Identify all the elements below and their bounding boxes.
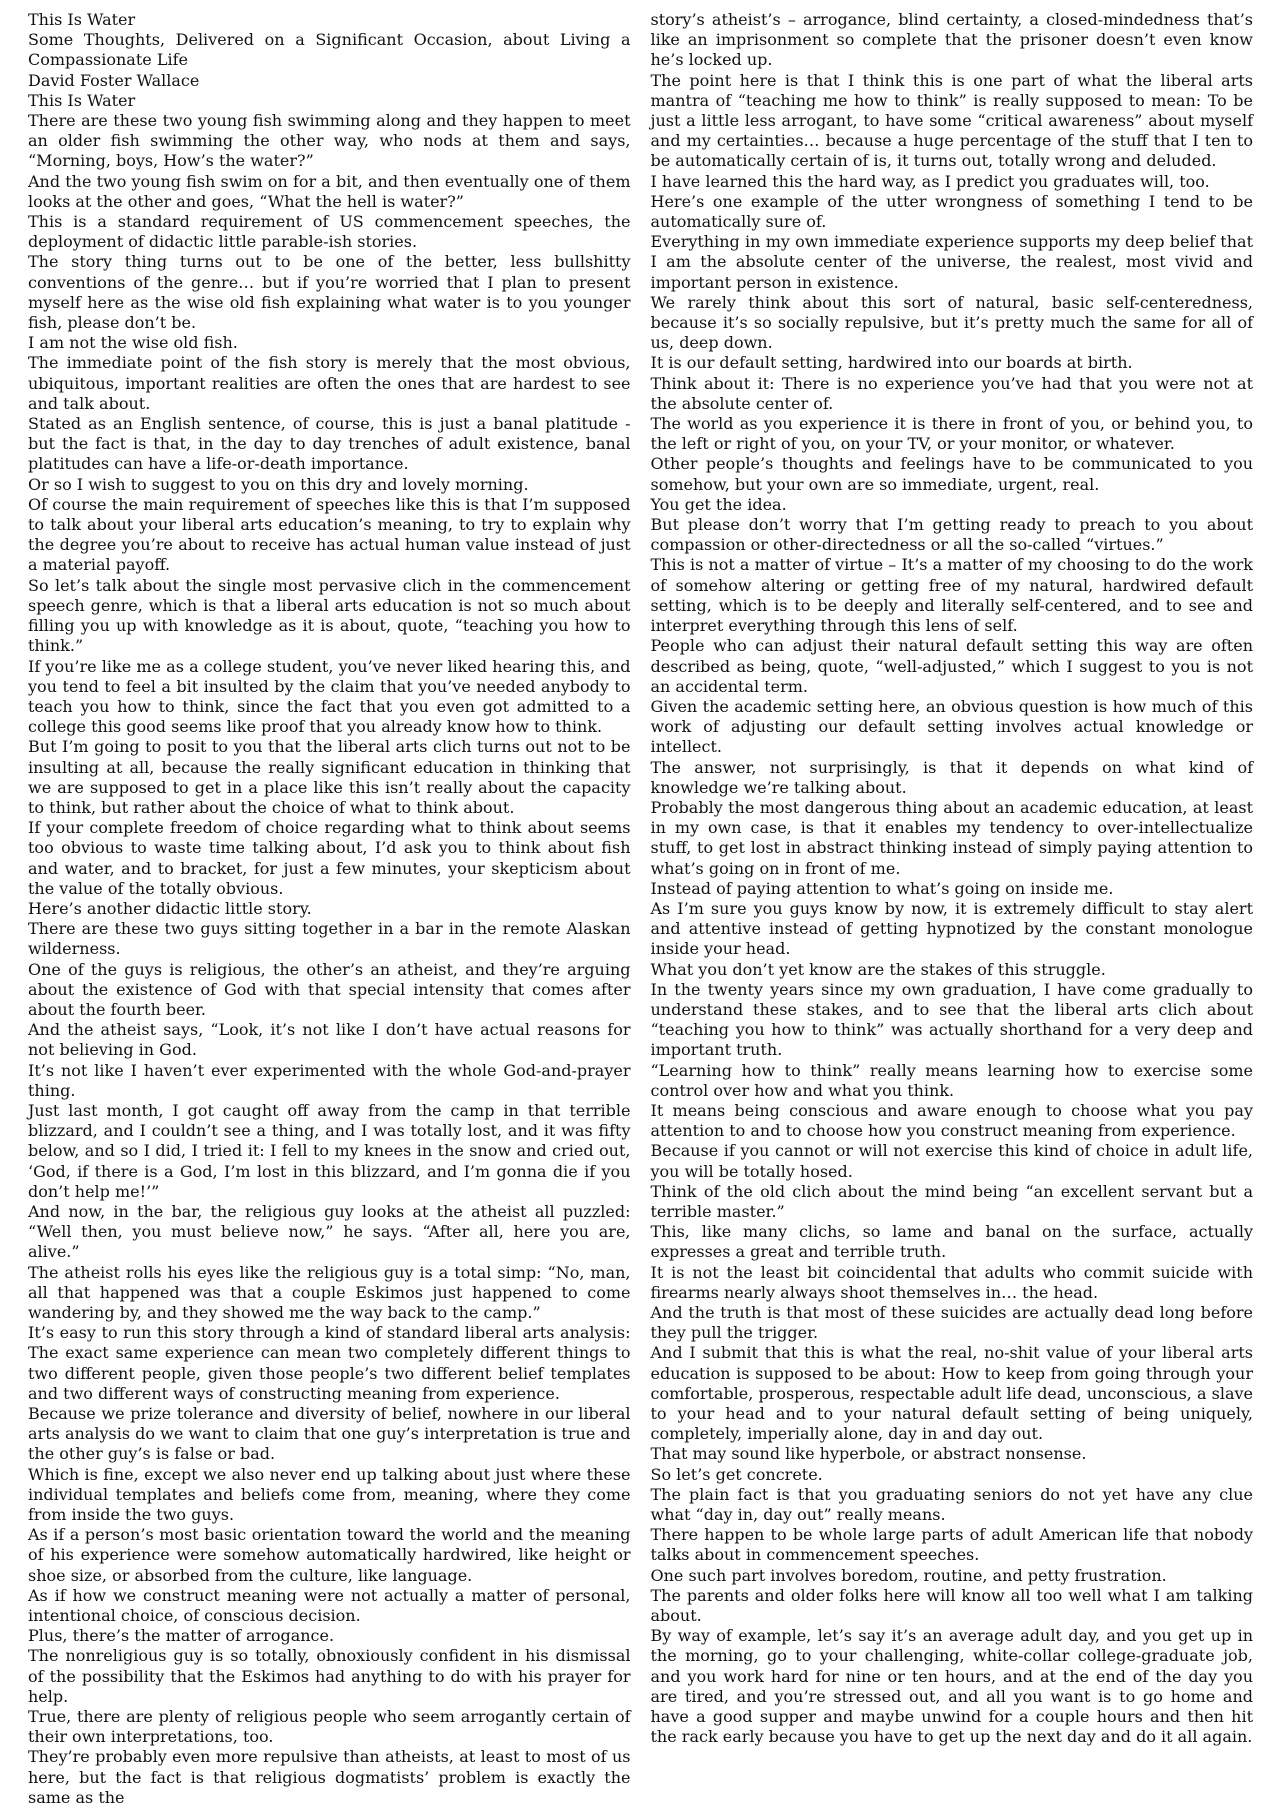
paragraph: There are these two guys sitting together in a bar in the remote Alaskan wilderness. [28,919,631,959]
paragraph: But please don’t worry that I’m getting ready to preach to you about compassion or other-directedness or all the so-called “virtues.” [650,515,1253,555]
paragraph: And the atheist says, “Look, it’s not like I don’t have actual reasons for not believing in God. [28,1020,631,1060]
paragraph: As if a person’s most basic orientation toward the world and the meaning of his experience were somehow automatically hardwired, like height or shoe size, or absorbed from the culture, like language. [28,1525,631,1585]
right-column [650,10,1254,1747]
paragraph: You get the idea. [650,494,787,514]
paragraph: Other people’s thoughts and feelings have to be communicated to you somehow, but your own are so immediate, urgent, real. [650,454,1253,494]
left-column [28,10,631,1807]
paragraph: “Learning how to think” really means learning how to exercise some control over how and what you think. [650,1060,1253,1100]
paragraph: The answer, not surprisingly, is that it depends on what kind of knowledge we’re talking about. [650,757,1253,797]
paragraph: Everything in my own immediate experience supports my deep belief that I am the absolute center of the universe, the realest, most vivid and important person in existence. [650,232,1253,292]
paragraph: True, there are plenty of religious people who seem arrogantly certain of their own interpretations, too. [28,1707,631,1747]
paragraph: As if how we construct meaning were not actually a matter of personal, intentional choice, of conscious decision. [28,1585,631,1626]
paragraph: There happen to be whole large parts of adult American life that nobody talks about in commencement speeches. [650,1525,1253,1565]
paragraph: The parents and older folks here will know all too well what I am talking about. [650,1585,1253,1626]
paragraph: Of course the main requirement of speeches like this is that I’m supposed to talk about your liberal arts education’s meaning, to try to explain why the degree you’re about to receive has actual human value instead of just a material payoff. [28,494,631,575]
paragraph: And I submit that this is what the real, no-shit value of your liberal arts education is supposed to be about: How to keep from going through your comfortable, prosperous, respectable adult life dead, unconscious, a slave to your head and to your natural default setting of being uniquely, completely, imperially alone, day in and day out. [650,1343,1253,1444]
paragraph: This Is Water [28,90,136,110]
paragraph: This Is Water [28,10,136,29]
paragraph: I have learned this the hard way, as I predict you graduates will, too. [650,171,1210,191]
paragraph: Instead of paying attention to what’s going on inside me. [650,878,1114,898]
paragraph: It’s not like I haven’t ever experimented with the whole God-and-prayer thing. [28,1060,631,1100]
paragraph: This, like many clichs, so lame and banal on the surface, actually expresses a great and terrible truth. [650,1222,1253,1262]
paragraph: Here’s another didactic little story. [28,898,312,918]
paragraph: By way of example, let’s say it’s an average adult day, and you get up in the morning, go to your challenging, white-collar college-graduate job, and you work hard for nine or ten hours, and at the end of the day you are tired, and you’re stressed out, and all you want is to go home and have a good supper and maybe unwind for a couple hours and then hit the rack early because you have to get up the next day and do it all again. [650,1626,1253,1747]
paragraph: Because if you cannot or will not exercise this kind of choice in adult life, you will be totally hosed. [650,1141,1253,1181]
paragraph: And the two young fish swim on for a bit, and then eventually one of them looks at the other and goes, “What the hell is water?” [28,171,631,211]
paragraph: Because we prize tolerance and diversity of belief, nowhere in our liberal arts analysis do we want to claim that one guy’s interpretation is true and the other guy’s is false or bad. [28,1404,631,1464]
paragraph: What you don’t yet know are the stakes of this struggle. [650,959,1106,979]
paragraph: The immediate point of the fish story is merely that the most obvious, ubiquitous, important realities are often the ones that are hardest to see and talk about. [28,353,631,413]
paragraph: And the truth is that most of these suicides are actually dead long before they pull the trigger. [650,1303,1253,1343]
paragraph: So let’s get concrete. [650,1464,823,1484]
paragraph: story’s atheist’s – arrogance, blind certainty, a closed-mindedness that’s like an imprisonment so complete that the prisoner doesn’t even know he’s locked up. [650,10,1253,70]
paragraph: It means being conscious and aware enough to choose what you pay attention to and to choose how you construct meaning from experience. [650,1100,1253,1141]
paragraph: If you’re like me as a college student, you’ve never liked hearing this, and you tend to feel a bit insulted by the claim that you’ve needed anybody to teach you how to think, since the fact that you even got admitted to a college this good seems like proof that you already know how to think. [28,656,631,737]
paragraph: The story thing turns out to be one of the better, less bullshitty conventions of the genre… but if you’re worried that I plan to present myself here as the wise old fish explaining what water is to you younger fish, please don’t be. [28,252,631,333]
paragraph: David Foster Wallace [28,70,200,90]
paragraph: Think about it: There is no experience you’ve had that you were not at the absolute center of. [650,373,1253,413]
paragraph: We rarely think about this sort of natural, basic self-centeredness, because it’s so socially repulsive, but it’s pretty much the same for all of us, deep down. [650,292,1253,353]
paragraph: As I’m sure you guys know by now, it is extremely difficult to stay alert and attentive instead of getting hypnotized by the constant monologue inside your head. [650,898,1253,959]
paragraph: The atheist rolls his eyes like the religious guy is a total simp: “No, man, all that happened was that a couple Eskimos just happened to come wandering by, and they showed me the way back to the camp.” [28,1262,631,1322]
paragraph: Plus, there’s the matter of arrogance. [28,1626,335,1646]
paragraph: This is a standard requirement of US commencement speeches, the deployment of didactic little parable-ish stories. [28,212,631,252]
paragraph: The world as you experience it is there in front of you, or behind you, to the left or right of you, on your TV, or your monitor, or whatever. [650,414,1253,454]
paragraph: It’s easy to run this story through a kind of standard liberal arts analysis: The exact same experience can mean two completely different things to two different people, given those people’s two different belief templates and two different ways of constructing meaning from experience. [28,1323,631,1403]
paragraph: So let’s talk about the single most pervasive clich in the commencement speech genre, which is that a liberal arts education is not so much about filling you up with knowledge as it is about, quote, “teaching you how to think.” [28,575,631,656]
paragraph: Probably the most dangerous thing about an academic education, at least in my own case, is that it enables my tendency to over-intellectualize stuff, to get lost in abstract thinking instead of simply paying attention to what’s going on in front of me. [650,797,1253,878]
paragraph: They’re probably even more repulsive than atheists, at least to most of us here, but the fact is that religious dogmatists’ problem is exactly the same as the [28,1747,631,1807]
paragraph: Or so I wish to suggest to you on this dry and lovely morning. [28,474,529,494]
paragraph: This is not a matter of virtue – It’s a matter of my choosing to do the work of somehow altering or getting free of my natural, hardwired default setting, which is to be deeply and literally self-centered, and to see and interpret everything through this lens of self. [650,555,1253,636]
paragraph: Just last month, I got caught off away from the camp in that terrible blizzard, and I couldn’t see a thing, and I was totally lost, and it was fifty below, and so I did, I tried it: I fell to my knees in the snow and cried out, ‘God, if there is a God, I’m lost in this blizzard, and I’m gonna die if you don’t help me!’” [28,1100,631,1201]
paragraph: People who can adjust their natural default setting this way are often described as being, quote, “well-adjusted,” which I suggest to you is not an accidental term. [650,636,1253,696]
paragraph: It is our default setting, hardwired into our boards at birth. [650,353,1133,373]
paragraph: And now, in the bar, the religious guy looks at the atheist all puzzled: “Well then, you must believe now,” he says. “After all, here you are, alive.” [28,1201,631,1262]
paragraph: It is not the least bit coincidental that adults who commit suicide with firearms nearly always shoot themselves in… the head. [650,1262,1253,1302]
paragraph: The point here is that I think this is one part of what the liberal arts mantra of “teaching me how to think” is really supposed to mean: To be just a little less arrogant, to have some “critical awareness” about myself and my certainties… because a huge percentage of the stuff that I ten to be automatically certain of is, it turns out, totally wrong and deluded. [650,70,1253,171]
paragraph: The nonreligious guy is so totally, obnoxiously confident in his dismissal of the possibility that the Eskimos had anything to do with his prayer for help. [28,1646,631,1706]
paragraph: In the twenty years since my own graduation, I have come gradually to understand these stakes, and to see that the liberal arts clich about “teaching you how to think” was actually shorthand for a very deep and important truth. [650,979,1253,1060]
paragraph: I am not the wise old fish. [28,333,238,353]
paragraph: Given the academic setting here, an obvious question is how much of this work of adjusting our default setting involves actual knowledge or intellect. [650,696,1253,757]
paragraph: There are these two young fish swimming along and they happen to meet an older fish swimming the other way, who nods at them and says, “Morning, boys, How’s the water?” [28,111,631,171]
paragraph: Some Thoughts, Delivered on a Significant Occasion, about Living a Compassionate Life [28,30,631,70]
paragraph: Here’s one example of the utter wrongness of something I tend to be automatically sure of. [650,191,1253,232]
paragraph: That may sound like hyperbole, or abstract nonsense. [650,1444,1087,1464]
paragraph: Stated as an English sentence, of course, this is just a banal platitude - but the fact is that, in the day to day trenches of adult existence, banal platitudes can have a life-or-death importance. [28,414,631,474]
paragraph: But I’m going to posit to you that the liberal arts clich turns out not to be insulting at all, because the really significant education in thinking that we are supposed to get in a place like this isn’t really about the capacity to think, but rather about the choice of what to think about. [28,737,631,817]
paragraph: Think of the old clich about the mind being “an excellent servant but a terrible master.” [650,1181,1253,1221]
paragraph: One of the guys is religious, the other’s an atheist, and they’re arguing about the existence of God with that special intensity that comes after about the fourth beer. [28,959,631,1019]
paragraph: Which is fine, except we also never end up talking about just where these individual templates and beliefs come from, meaning, where they come from inside the two guys. [28,1464,631,1525]
paragraph: One such part involves boredom, routine, and petty frustration. [650,1565,1167,1585]
paragraph: The plain fact is that you graduating seniors do not yet have any clue what “day in, day out” really means. [650,1484,1253,1525]
paragraph: If your complete freedom of choice regarding what to think about seems too obvious to waste time talking about, I’d ask you to think about fish and water, and to bracket, for just a few minutes, your skepticism about the value of the totally obvious. [28,818,631,898]
